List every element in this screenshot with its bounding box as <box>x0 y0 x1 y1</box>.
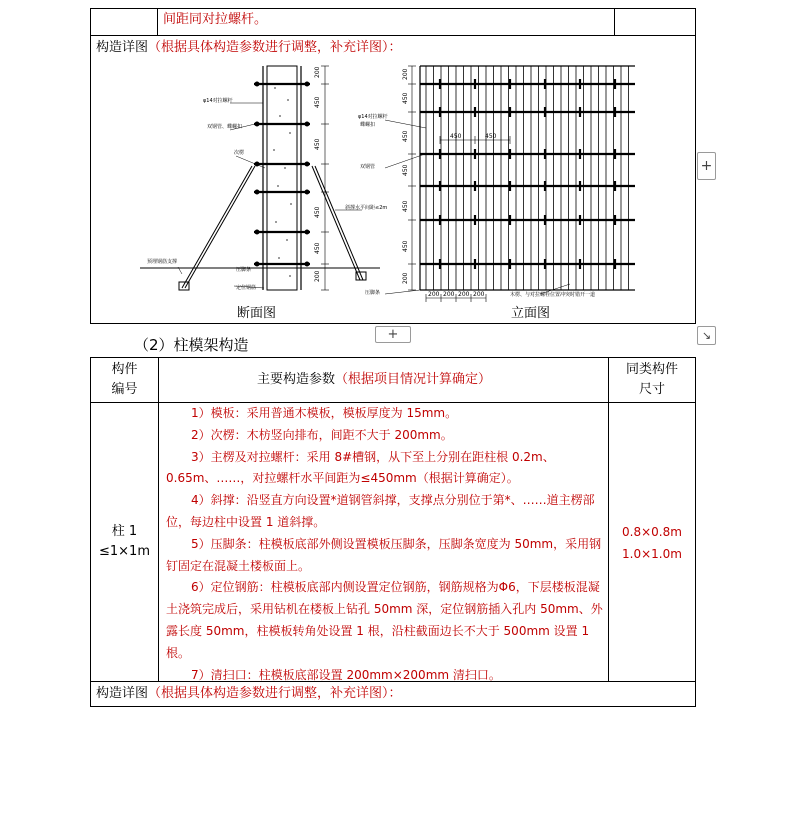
elev-dim-b1: 200 <box>428 291 440 298</box>
component-size: ≤1×1m <box>99 544 150 559</box>
add-row-button[interactable]: + <box>375 326 411 343</box>
elev-label-rod: φ14对拉螺杆 <box>358 114 388 120</box>
param-positioning-bar: 6）定位钢筋：柱模板底部内侧设置定位钢筋，钢筋规格为Φ6，下层楼板混凝土浇筑完成后，采用钻机在楼板上钻孔 50mm 深，定位钢筋插入孔内 50mm、外露长度 50mm，柱模板转角处设置 1 根，沿柱截面边长不大于 500mm 设置 1 根。 <box>166 580 603 660</box>
similar-sizes <box>609 521 695 565</box>
detail-label-1 <box>96 40 402 56</box>
header-main-params-text: 主要构造参数 <box>257 372 336 387</box>
sec-label-double-pipe: 双钢管、蝶螺扣 <box>207 124 243 130</box>
param-cleanout: 7）清扫口：柱模板底部设置 200mm×200mm 清扫口。 <box>191 667 501 682</box>
sec-dim-3: 450 <box>314 138 321 150</box>
param-main-joist: 3）主楞及对拉螺杆：采用 8#槽钢，从下至上分别在距柱根 0.2m、0.65m、……，对拉螺杆水平间距为≤450mm（根据计算确定）。 <box>166 449 555 486</box>
elev-dim-h1: 450 <box>450 133 462 140</box>
construction-drawing <box>130 58 650 320</box>
detail-label-2 <box>96 686 402 702</box>
section-drawing <box>140 66 387 291</box>
elev-dim-v7: 200 <box>402 272 409 284</box>
sec-label-secondary: 次楞 <box>234 150 245 156</box>
sec-label-embed: 预埋钢筋支撑 <box>147 259 178 265</box>
elev-label-stud-note: 木楞、与对拉螺栓位置冲突时错开一道 <box>510 292 596 298</box>
param-secondary-joist: 2）次楞：木枋竖向排布，间距不大于 200mm。 <box>191 427 453 442</box>
component-name: 柱 1 <box>111 524 138 539</box>
drawing-svg <box>130 58 650 320</box>
param-foot-strip: 5）压脚条：柱模板底部外侧设置模板压脚条，压脚条宽度为 50mm，采用钢钉固定在混凝土楼板面上。 <box>166 536 602 573</box>
elev-dim-v6: 450 <box>402 240 409 252</box>
sec-dim-4: 450 <box>314 206 321 218</box>
elev-dim-b2: 200 <box>443 291 455 298</box>
size-2: 1.0×1.0m <box>622 547 682 561</box>
sec-label-footstrip: 压脚条 <box>236 267 252 273</box>
sec-dim-6: 200 <box>314 270 321 282</box>
elev-dim-h2: 450 <box>485 133 497 140</box>
param-brace: 4）斜撑：沿竖直方向设置*道钢管斜撑，支撑点分别位于第*、……道主楞部位，每边柱中设置 1 道斜撑。 <box>166 493 595 529</box>
params-list <box>166 403 604 686</box>
detail-note-2-text: （根据具体构造参数进行调整，补充详图）： <box>148 686 402 701</box>
elev-dim-b3: 200 <box>458 291 470 298</box>
header-main-params <box>257 372 491 388</box>
section-heading: （2）柱模架构造 <box>134 336 249 354</box>
sec-label-locator: 定位钢筋 <box>236 285 257 291</box>
table-resize-handle[interactable]: ↘ <box>697 326 716 345</box>
header-similar-size: 同类构件 尺寸 <box>625 362 678 397</box>
detail-label-text: 构造详图 <box>96 40 149 55</box>
sec-dim-1: 200 <box>314 66 321 78</box>
header-component-id: 构件 编号 <box>111 362 138 397</box>
component-id <box>91 522 158 562</box>
sec-dim-5: 450 <box>314 242 321 254</box>
elev-dim-v3: 450 <box>402 130 409 142</box>
elevation-drawing <box>358 66 635 302</box>
elev-dim-v1: 200 <box>402 68 409 80</box>
elev-label-footstrip: 压脚条 <box>365 290 381 296</box>
top-row-text: 间距同对拉螺杆。 <box>163 12 268 27</box>
elev-dim-v2: 450 <box>402 92 409 104</box>
param-formwork: 1）模板：采用普通木模板，模板厚度为 15mm。 <box>191 406 458 420</box>
sec-label-rod: φ14对拉螺杆 <box>203 98 233 104</box>
elevation-caption: 立面图 <box>511 306 551 321</box>
size-1: 0.8×0.8m <box>622 525 682 539</box>
sec-label-brace: 斜撑水平间距≤2m <box>345 205 388 211</box>
elev-label-nut: 蝶螺扣 <box>360 122 376 128</box>
detail-note-text: （根据具体构造参数进行调整，补充详图）： <box>148 40 402 55</box>
sec-dim-2: 450 <box>314 96 321 108</box>
elev-dim-b4: 200 <box>473 291 485 298</box>
add-column-button[interactable]: + <box>697 152 716 180</box>
elev-dim-v4: 450 <box>402 164 409 176</box>
detail-label-2-text: 构造详图 <box>96 686 149 701</box>
header-main-params-note: （根据项目情况计算确定） <box>335 372 492 387</box>
section-caption: 断面图 <box>237 306 277 321</box>
elev-label-double-pipe: 双钢管 <box>360 164 376 170</box>
elev-dim-v5: 450 <box>402 200 409 212</box>
